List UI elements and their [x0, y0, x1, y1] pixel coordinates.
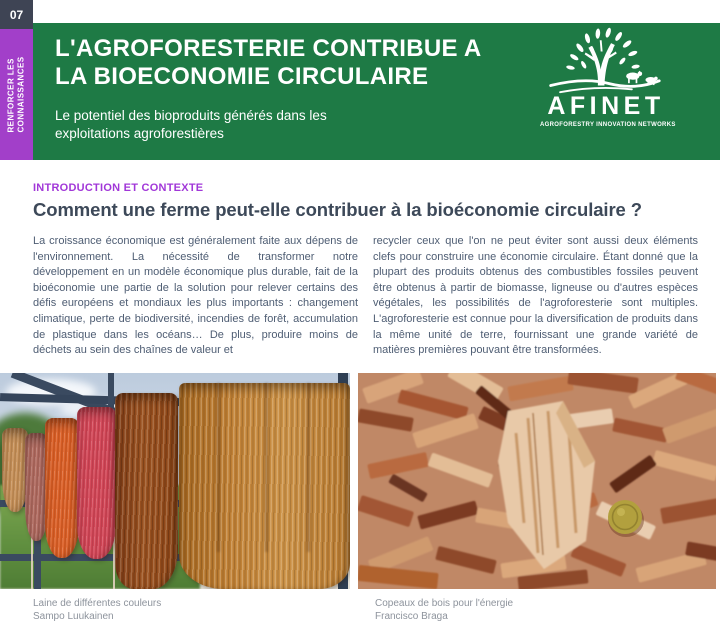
yarn-skein-raspberry [77, 407, 116, 559]
woodchips-caption: Copeaux de bois pour l'énergie Francisco Braga [375, 598, 514, 622]
yarn-skein-ochre [179, 383, 350, 589]
page-subtitle: Le potentiel des bioproduits générés dans les exploitations agroforestières [55, 108, 327, 141]
yarn-caption: Laine de différentes couleurs Sampo Luukainen [33, 598, 162, 622]
column-right: recycler ceux que l'on ne peut éviter sont aussi deux éléments clefs pour construire une économie circulaire. Étant donné que la plupart des produits obtenus des combustibles fossiles peuvent être obtenus à partir de biomasse, ligneuse ou d'autres espèces végétales, les possibilités de l'agroforesterie sont multiples. L'agroforesterie est connue pour la diversification de produits dans la même unité de terre, fournissant une grande variété de matières premières pouvant être transformées. [373, 235, 698, 357]
woodchips-art [358, 373, 716, 589]
header-banner [33, 23, 720, 160]
article-body [33, 182, 698, 359]
yarn-skein-rust [115, 393, 178, 589]
afinet-tree-icon [545, 27, 663, 95]
woodchips-photo [358, 373, 716, 589]
afinet-wordmark: AFINET [547, 92, 665, 120]
page-number-badge [0, 0, 33, 29]
yarn-credit: Sampo Luukainen [33, 611, 114, 622]
yarn-photo [0, 373, 350, 589]
chapter-vertical-label: RENFORCER LES CONNAISSANCES [7, 56, 26, 133]
afinet-tagline: AGROFORESTRY INNOVATION NETWORKS [540, 122, 676, 128]
page-number: 07 [9, 7, 24, 22]
page-title: L'AGROFORESTERIE CONTRIBUE A LA BIOECONOMIE CIRCULAIRE [55, 35, 482, 90]
two-column-text [33, 234, 698, 359]
figure-row [0, 373, 720, 589]
column-left: La croissance économique est généralement faite aux dépens de l'environnement. La nécessité de transformer notre développement en un modèle économique plus durable, fait de la bioéconomie une partie de la solution pour relever certains des défis européens et mondiaux les plus importants : changement climatique, perte de biodiversité, incendies de forêt, accumulation de plastique dans les océans… De plus, produire moins de déchets au sein des chaînes de valeur et [33, 235, 358, 357]
article-heading: Comment une ferme peut-elle contribuer à la bioéconomie circulaire ? [33, 199, 642, 220]
section-kicker: INTRODUCTION ET CONTEXTE [33, 182, 204, 194]
chapter-sidebar-strip [0, 29, 33, 160]
cow-silhouette-icon [626, 71, 642, 83]
yarn-skein-orange [45, 418, 79, 558]
woodchips-credit: Francisco Braga [375, 611, 448, 622]
afinet-logo [540, 27, 676, 128]
